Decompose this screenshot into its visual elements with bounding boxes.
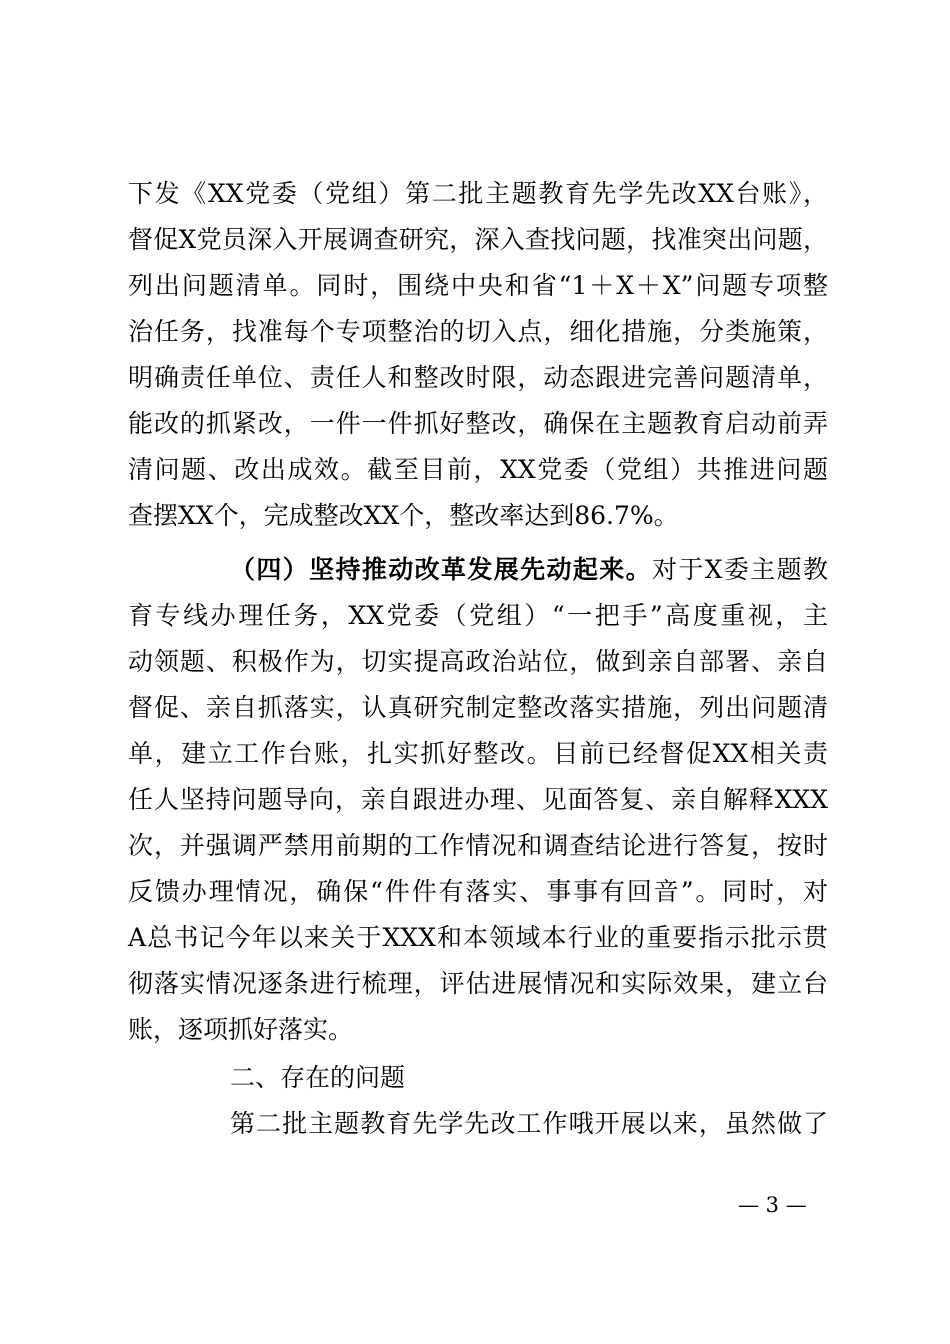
paragraph-2-line-3: 动领题、积极作为，切实提高政治站位，做到亲自部署、亲自 xyxy=(128,647,828,676)
paragraph-2-first-line xyxy=(230,552,828,588)
paragraph-1-line-2: 督促X党员深入开展调查研究，深入查找问题，找准突出问题， xyxy=(128,225,828,254)
paragraph-1-line-7: 清问题、改出成效。截至目前，XX党委（党组）共推进问题 xyxy=(128,455,828,484)
paragraph-2-line-4: 督促、亲自抓落实，认真研究制定整改落实措施，列出问题清 xyxy=(128,693,828,722)
paragraph-1-line-4: 治任务，找准每个专项整治的切入点，细化措施，分类施策， xyxy=(128,317,828,346)
paragraph-2-line-6: 任人坚持问题导向，亲自跟进办理、见面答复、亲自解释XXX xyxy=(128,785,828,814)
paragraph-2-line-5: 单，建立工作台账，扎实抓好整改。目前已经督促XX相关责 xyxy=(128,739,828,768)
paragraph-2-line-10: 彻落实情况逐条进行梳理，评估进展情况和实际效果，建立台 xyxy=(128,969,828,998)
paragraph-2-line-8: 反馈办理情况，确保“件件有落实、事事有回音”。同时，对 xyxy=(128,877,828,906)
paragraph-2-first-line-text: 对于X委主题教 xyxy=(651,555,828,584)
section-heading: 二、存在的问题 xyxy=(230,1063,406,1092)
page-number: — 3 — xyxy=(738,1193,807,1217)
paragraph-1-line-1: 下发《XX党委（党组）第二批主题教育先学先改XX台账》， xyxy=(128,179,828,208)
paragraph-2-line-9: A总书记今年以来关于XXX和本领域本行业的重要指示批示贯 xyxy=(128,923,828,952)
paragraph-2-subheading: （四）坚持推动改革发展先动起来。 xyxy=(230,555,652,584)
paragraph-2-line-2: 育专线办理任务，XX党委（党组）“一把手”高度重视，主 xyxy=(128,601,828,630)
paragraph-2-line-11: 账，逐项抓好落实。 xyxy=(128,1015,354,1044)
paragraph-1-line-8: 查摆XX个，完成整改XX个，整改率达到86.7%。 xyxy=(128,501,679,530)
paragraph-1-line-5: 明确责任单位、责任人和整改时限，动态跟进完善问题清单， xyxy=(128,363,828,392)
paragraph-2-line-7: 次，并强调严禁用前期的工作情况和调查结论进行答复，按时 xyxy=(128,831,828,860)
paragraph-1-line-6: 能改的抓紧改，一件一件抓好整改，确保在主题教育启动前弄 xyxy=(128,409,828,438)
paragraph-3-first-line: 第二批主题教育先学先改工作哦开展以来，虽然做了 xyxy=(230,1109,828,1138)
paragraph-1-line-3: 列出问题清单。同时，围绕中央和省“1＋X＋X”问题专项整 xyxy=(128,271,828,300)
